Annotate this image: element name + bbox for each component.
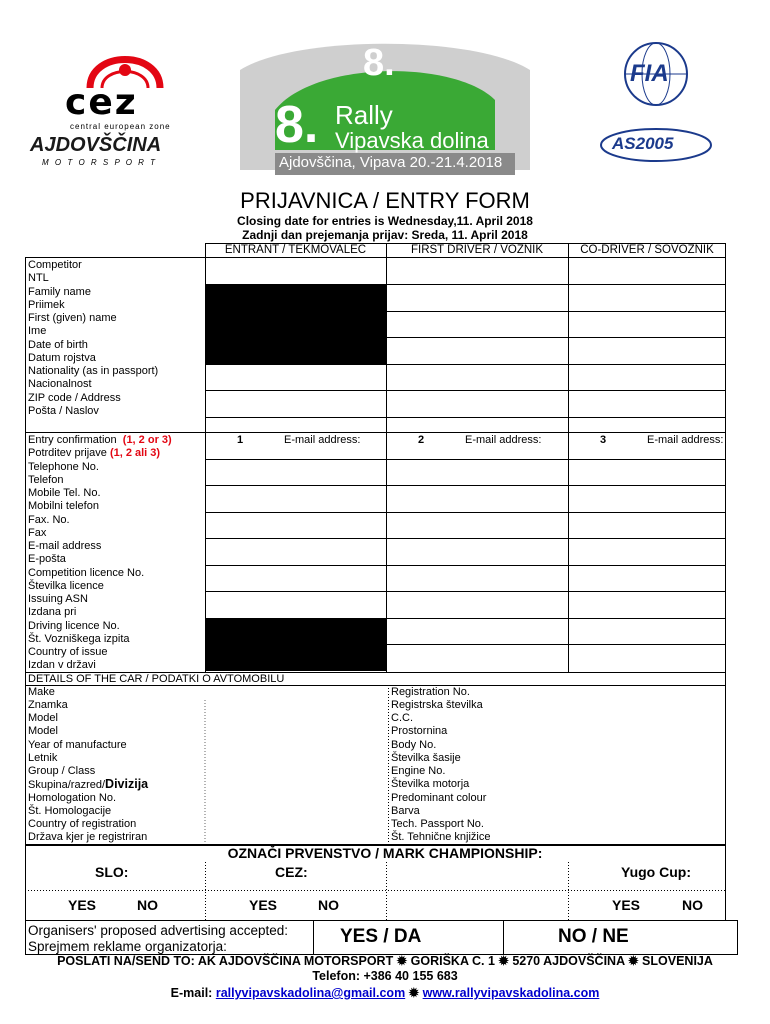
car-engine-no: Engine No. Številka motorja: [391, 765, 470, 790]
car-make: Make Znamka: [28, 686, 68, 711]
rally-dates: Ajdovščina, Vipava 20.-21.4.2018: [279, 154, 503, 171]
row-email: E-mail address E-pošta: [28, 540, 102, 565]
rally-word: Rally: [335, 100, 393, 130]
car-section-title: DETAILS OF THE CAR / PODATKI O AVTOMOBILU: [28, 673, 285, 685]
advertising-label: Organisers' proposed advertising accepted: Sprejmem reklame organizatorja:: [28, 923, 288, 954]
entry-email-label-2: E-mail address:: [465, 434, 542, 446]
advertising-yes[interactable]: YES / DA: [340, 926, 422, 947]
car-country-registration: Country of registration Država kjer je registriran: [28, 818, 148, 843]
rally-number: 8.: [275, 96, 319, 154]
row-nationality: Nationality (as in passport) Nacionalnost: [28, 365, 159, 390]
row-telephone: Telephone No. Telefon: [28, 461, 99, 486]
row-competition-licence: Competition licence No. Številka licence: [28, 567, 145, 592]
row-date-of-birth: Date of birth Datum rojstva: [28, 339, 96, 364]
row-driving-licence: Driving licence No. Št. Vozniškega izpita: [28, 620, 130, 645]
footer-web-link[interactable]: www.rallyvipavskadolina.com: [422, 986, 600, 1000]
blocked-entrant-driving-licence: [206, 618, 386, 644]
column-header-entrant: ENTRANT / TEKMOVALEC: [224, 244, 367, 256]
car-tech-passport: Tech. Passport No. Št. Tehnične knjižice: [391, 818, 491, 843]
row-issuing-asn: Issuing ASN Izdana pri: [28, 593, 88, 618]
row-first-name: First (given) name Ime: [28, 312, 117, 337]
championship-cez: CEZ:: [275, 864, 308, 880]
car-registration-no: Registration No. Registrska številka: [391, 686, 483, 711]
car-colour: Predominant colour Barva: [391, 792, 487, 817]
closing-date-en: Closing date for entries is Wednesday,11. April 2018: [237, 214, 533, 228]
car-cc: C.C. Prostornina: [391, 712, 448, 737]
ajdovscina-sub: M O T O R S P O R T: [42, 158, 158, 167]
yugo-yes[interactable]: YES: [612, 897, 641, 913]
car-body-no: Body No. Številka šasije: [391, 739, 461, 764]
cez-name: cez: [65, 82, 138, 123]
column-header-codriver: CO-DRIVER / SOVOZNIK: [580, 244, 714, 256]
row-fax: Fax. No. Fax: [28, 514, 70, 539]
row-entry-confirmation: Entry confirmation (1, 2 or 3) Potrditev prijave (1, 2 ali 3): [28, 434, 172, 459]
footer-email-link[interactable]: rallyvipavskadolina@gmail.com: [215, 986, 406, 1000]
car-group-class: Group / Class Skupina/razred/Divizija: [28, 765, 149, 791]
blocked-entrant-country: [206, 645, 386, 671]
championship-slo: SLO:: [95, 864, 129, 880]
car-homologation: Homologation No. Št. Homologacije: [28, 792, 117, 817]
footer-contacts: [0, 985, 770, 1000]
cez-yes[interactable]: YES: [249, 897, 278, 913]
car-year: Year of manufacture Letnik: [28, 739, 127, 764]
blocked-entrant-personal: [206, 285, 386, 364]
closing-date-sl: Zadnji dan prejemanja prijav: Sreda, 11. April 2018: [242, 228, 528, 242]
entry-number-3[interactable]: 3: [600, 434, 607, 446]
entry-number-1[interactable]: 1: [237, 434, 244, 446]
championship-yugo: Yugo Cup:: [621, 864, 691, 880]
as-logo-text: AS2005: [612, 134, 674, 153]
footer-email-label: E-mail:: [170, 986, 213, 1000]
car-model: Model Model: [28, 712, 58, 737]
row-competitor: Competitor NTL: [28, 259, 82, 284]
cez-no[interactable]: NO: [318, 897, 339, 913]
row-mobile: Mobile Tel. No. Mobilni telefon: [28, 487, 101, 512]
footer-phone: Telefon: +386 40 155 683: [312, 969, 458, 983]
advertising-no[interactable]: NO / NE: [558, 926, 629, 947]
footer-separator: ✹: [408, 986, 420, 1000]
entry-email-label-3: E-mail address:: [647, 434, 724, 446]
slo-no[interactable]: NO: [137, 897, 158, 913]
cez-tagline: central european zone: [70, 122, 171, 131]
entry-number-2[interactable]: 2: [418, 434, 425, 446]
entry-email-label-1: E-mail address:: [284, 434, 361, 446]
page-title: PRIJAVNICA / ENTRY FORM: [240, 188, 530, 213]
slo-yes[interactable]: YES: [68, 897, 97, 913]
column-header-driver: FIRST DRIVER / VOZNIK: [410, 244, 544, 256]
row-family-name: Family name Priimek: [28, 286, 91, 311]
rally-number-small: 8.: [363, 42, 395, 84]
row-address: ZIP code / Address Pošta / Naslov: [28, 392, 121, 417]
championship-title: OZNAČI PRVENSTVO / MARK CHAMPIONSHIP:: [227, 845, 543, 861]
rally-name: Vipavska dolina: [335, 128, 489, 153]
yugo-no[interactable]: NO: [682, 897, 703, 913]
ajdovscina-name: AJDOVŠČINA: [30, 134, 162, 156]
footer-send-to: POSLATI NA/SEND TO: AK AJDOVŠČINA MOTORSPORT ✹ GORIŠKA C. 1 ✹ 5270 AJDOVŠČINA ✹ SLOVENIJA: [57, 954, 713, 968]
fia-text: FIA: [630, 60, 669, 87]
row-country-of-issue: Country of issue Izdan v državi: [28, 646, 108, 671]
